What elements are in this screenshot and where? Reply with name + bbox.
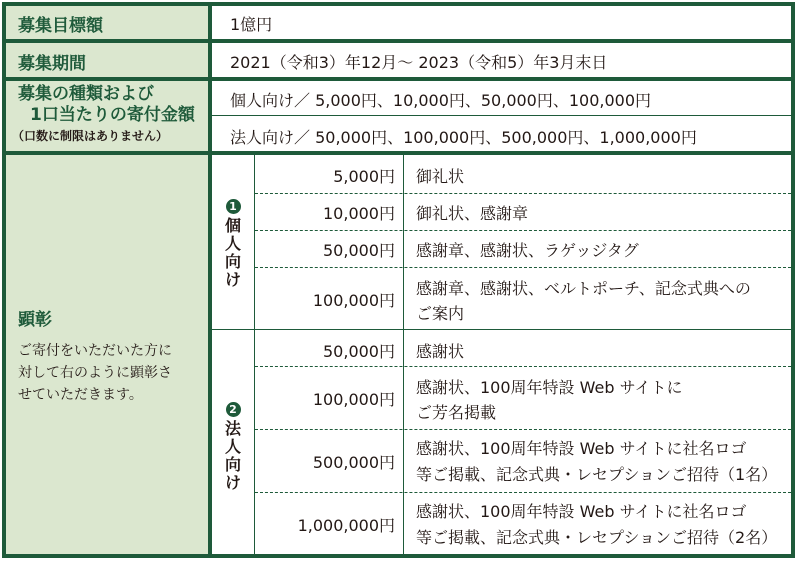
amount-cell: 5,000円 (333, 167, 395, 186)
label-kinds-line1: 募集の種類および (18, 84, 154, 104)
amount-cell: 100,000円 (312, 291, 395, 310)
amount-cell: 50,000円 (323, 342, 395, 361)
amount-cell: 1,000,000円 (297, 516, 395, 535)
group-corporate: 2 法 人 向 け (224, 403, 241, 492)
honor-description: ご寄付をいただいた方に 対して右のように顕彰さ せていただきます。 (18, 343, 172, 403)
benefit-cell: 御礼状 (416, 167, 465, 186)
amount-cell: 10,000円 (323, 204, 395, 223)
benefit-cell: 御礼状、感謝章 (416, 204, 529, 223)
value-corporate: 法人向け／ 50,000円、100,000円、500,000円、1,000,000円 (230, 128, 697, 147)
label-kinds-line2: 1口当たりの寄付金額 (30, 105, 195, 125)
value-period: 2021（令和3）年12月～ 2023（令和5）年3月末日 (230, 53, 608, 72)
label-target: 募集目標額 (18, 16, 103, 36)
benefit-cell: 感謝状、100周年特設 Web サイトに社名ロゴ 等ご掲載、記念式典・レセプションご招待（2名） (416, 502, 778, 547)
benefit-cell: 感謝章、感謝状、ラゲッジタグ (416, 241, 639, 260)
benefit-cell: 感謝状、100周年特設 Web サイトに ご芳名掲載 (416, 378, 683, 422)
label-kinds-note: （口数に制限はありません） (12, 129, 169, 143)
number-badge: 1 (226, 199, 241, 214)
value-target: 1億円 (230, 15, 273, 34)
benefit-cell: 感謝状 (416, 342, 465, 361)
label-honor: 顕彰 (18, 310, 52, 330)
amount-cell: 100,000円 (312, 390, 395, 409)
benefit-cell: 感謝章、感謝状、ベルトポーチ、記念式典への ご案内 (416, 279, 751, 323)
benefit-cell: 感謝状、100周年特設 Web サイトに社名ロゴ 等ご掲載、記念式典・レセプションご招待（1名） (416, 439, 778, 484)
value-individual: 個人向け／ 5,000円、10,000円、50,000円、100,000円 (230, 91, 652, 110)
label-period: 募集期間 (18, 54, 86, 74)
number-badge: 2 (226, 402, 241, 417)
amount-cell: 50,000円 (323, 241, 395, 260)
group-individual: 1 個 人 向 け (224, 200, 241, 289)
amount-cell: 500,000円 (312, 453, 395, 472)
